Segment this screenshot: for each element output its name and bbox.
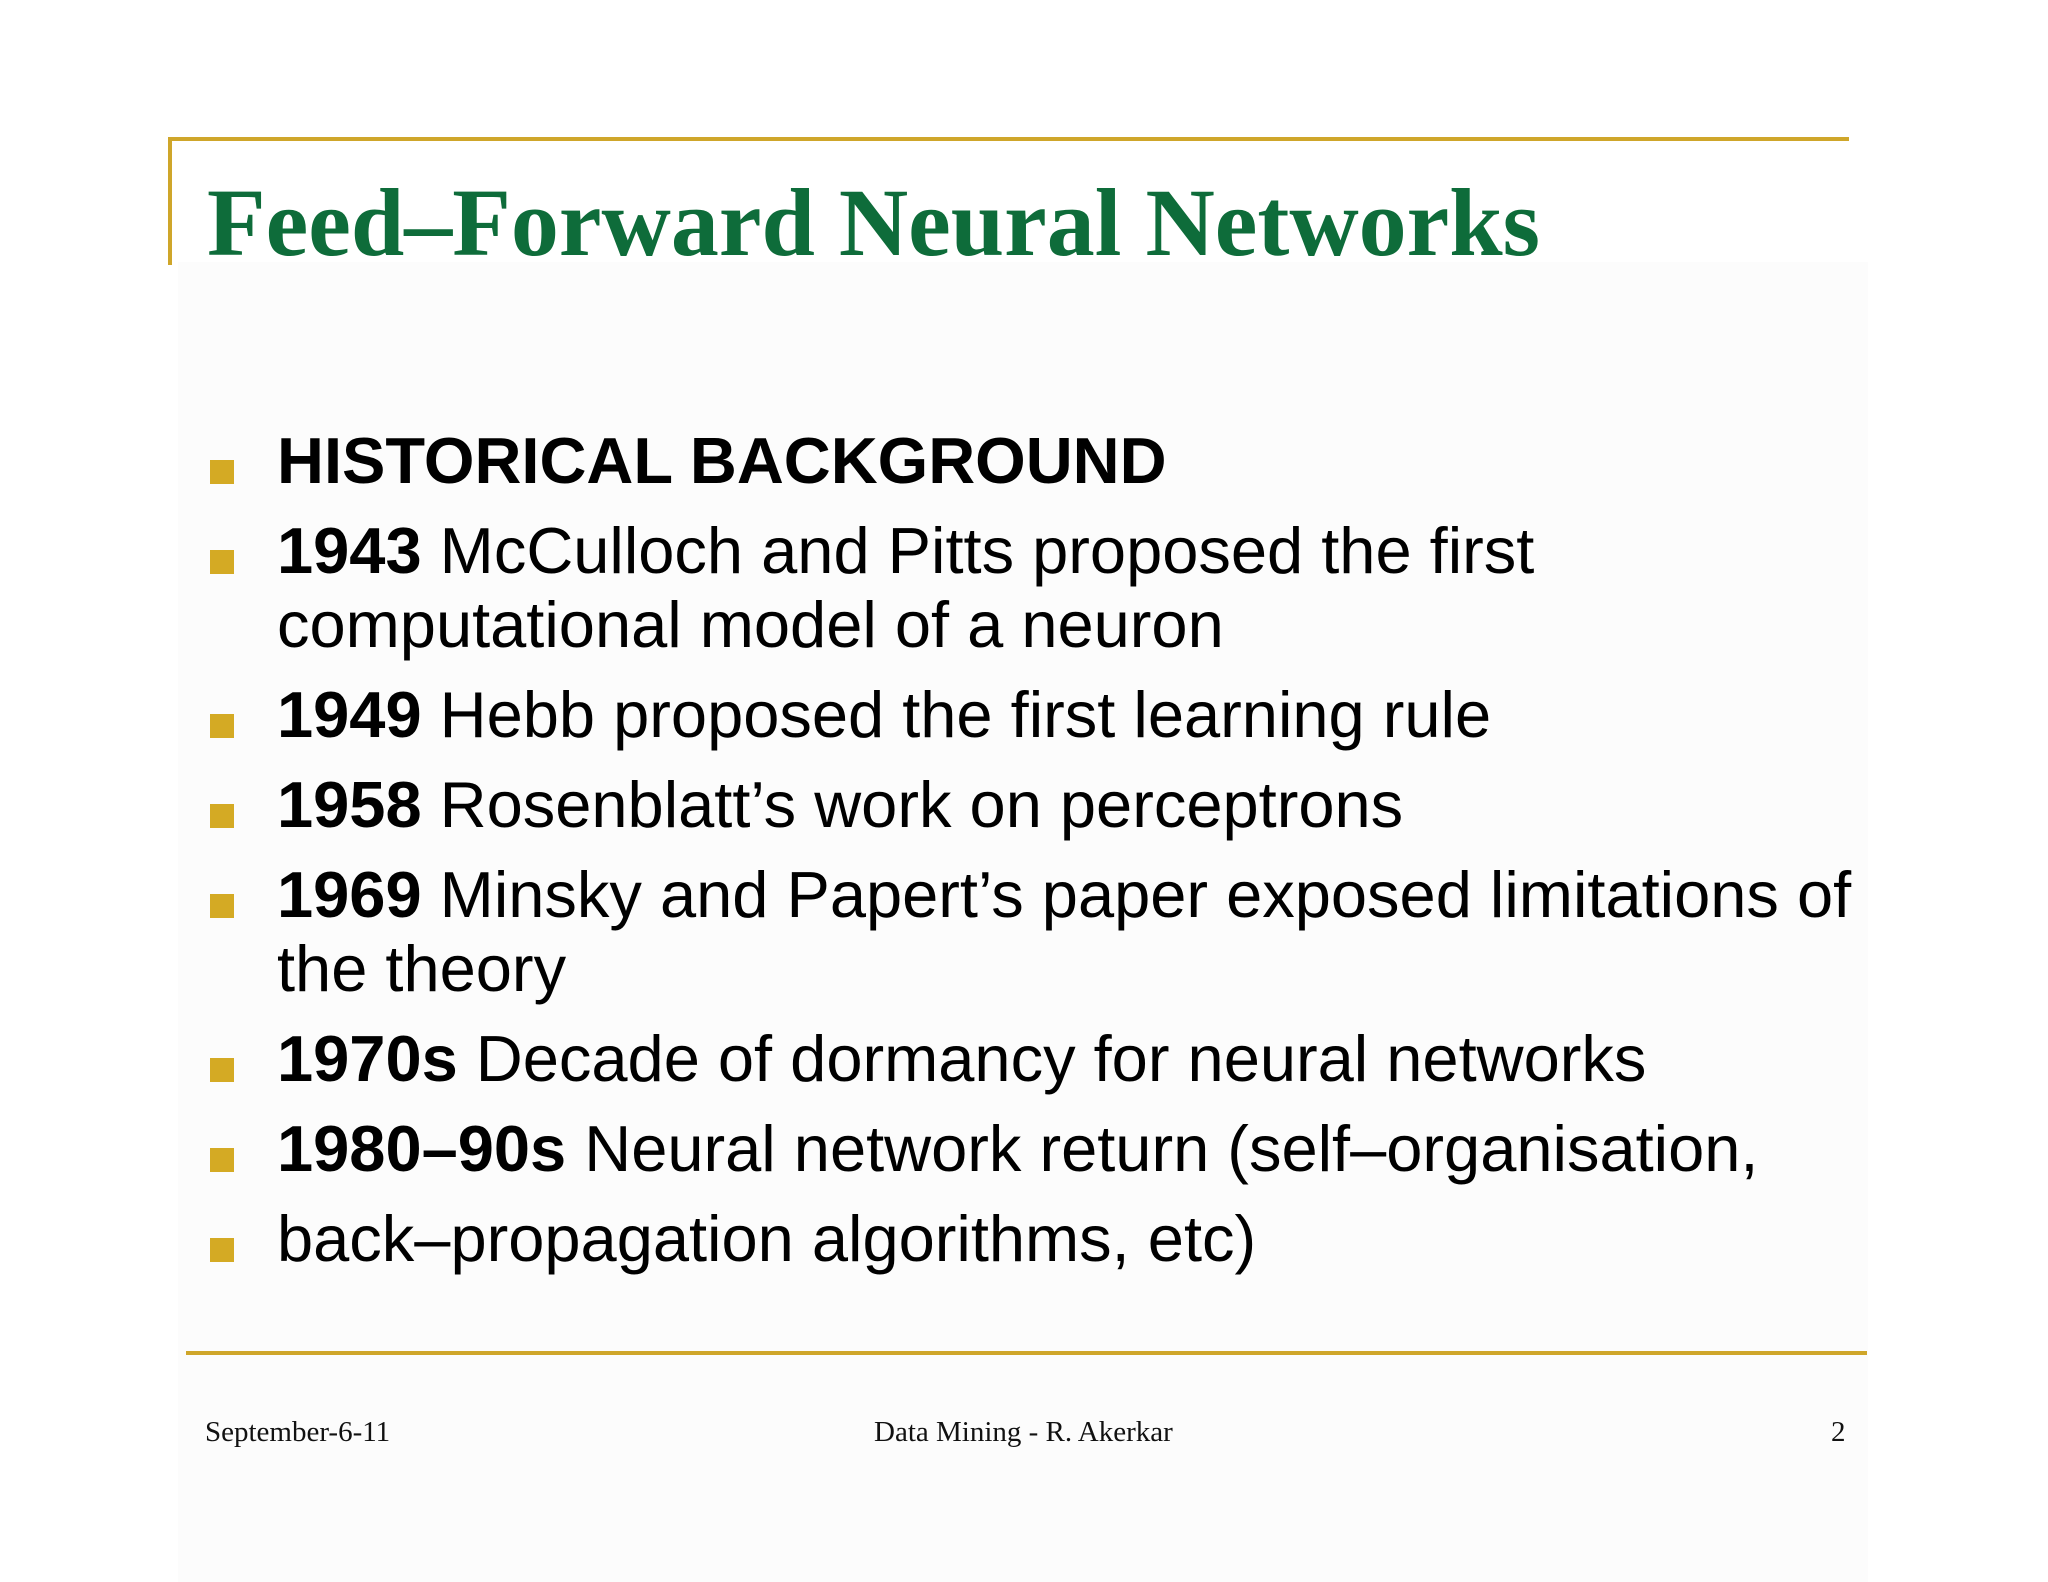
bullet-text: Hebb proposed the first learning rule [421,678,1492,751]
bullet-text: Rosenblatt’s work on perceptrons [421,768,1404,841]
bullet-item-1969 [207,858,1857,1006]
square-bullet-icon [210,804,234,828]
bullet-text: Neural network return (self–organisation, [566,1112,1759,1185]
title-top-rule [168,137,1849,141]
bullet-item-1958 [207,768,1857,842]
footer-date: September-6-11 [205,1416,391,1448]
bullet-heading-text: HISTORICAL BACKGROUND [277,424,1167,497]
slide-title: Feed–Forward Neural Networks [207,169,1541,276]
bullet-item-1949 [207,678,1857,752]
bullet-item-1970s [207,1022,1857,1096]
square-bullet-icon [210,1148,234,1172]
bullet-item-back-propagation [207,1202,1857,1276]
bullet-text: back–propagation algorithms, etc) [277,1202,1257,1275]
square-bullet-icon [210,1058,234,1082]
square-bullet-icon [210,894,234,918]
footer-page-number: 2 [1831,1416,1846,1448]
bullet-year: 1980–90s [277,1112,567,1185]
bullet-year: 1970s [277,1022,458,1095]
bullet-list [207,424,1857,1292]
bullet-year: 1958 [277,768,422,841]
footer-rule [186,1351,1867,1355]
bullet-year: 1943 [277,514,422,587]
square-bullet-icon [210,460,234,484]
bullet-text: Minsky and Papert’s paper exposed limitations of the theory [277,858,1852,1005]
bullet-year: 1969 [277,858,422,931]
square-bullet-icon [210,714,234,738]
square-bullet-icon [210,550,234,574]
bullet-item-1980-90s [207,1112,1857,1186]
footer-course-author: Data Mining - R. Akerkar [874,1416,1173,1448]
bullet-text: McCulloch and Pitts proposed the first computational model of a neuron [277,514,1535,661]
bullet-item-1943 [207,514,1857,662]
bullet-item-heading [207,424,1857,498]
square-bullet-icon [210,1238,234,1262]
bullet-year: 1949 [277,678,422,751]
title-left-rule [168,137,172,265]
bullet-text: Decade of dormancy for neural networks [457,1022,1647,1095]
